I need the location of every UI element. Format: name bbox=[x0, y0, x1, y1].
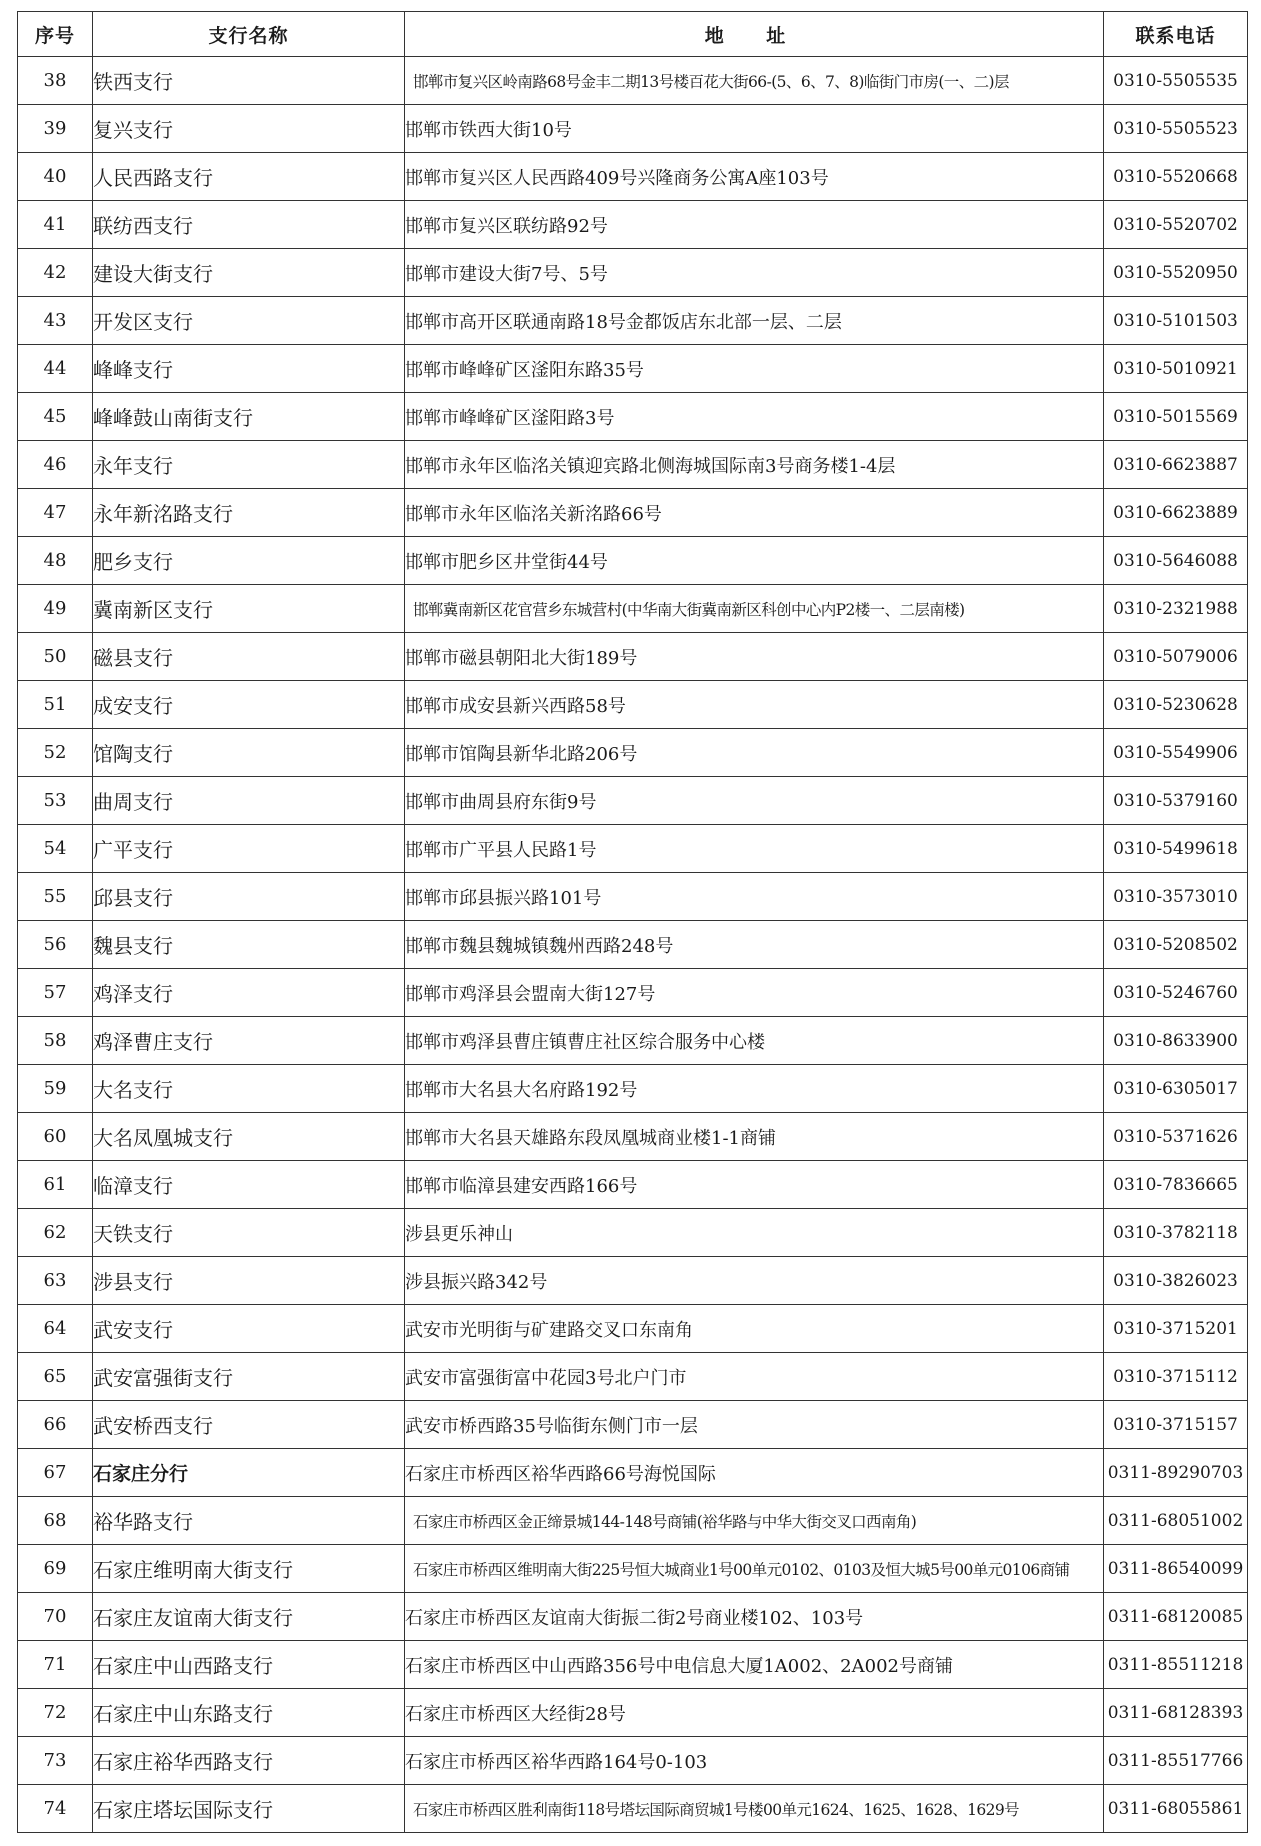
branch-phone: 0310-5499618 bbox=[1104, 825, 1248, 873]
branch-name: 石家庄裕华西路支行 bbox=[93, 1737, 405, 1785]
table-row bbox=[18, 489, 1248, 537]
row-number: 70 bbox=[18, 1593, 93, 1641]
branch-name: 馆陶支行 bbox=[93, 729, 405, 777]
branch-address: 石家庄市桥西区裕华西路164号0-103 bbox=[405, 1737, 1104, 1785]
table-row bbox=[18, 1689, 1248, 1737]
row-number: 47 bbox=[18, 489, 93, 537]
branch-phone: 0311-68128393 bbox=[1104, 1689, 1248, 1737]
branch-address: 邯郸市峰峰矿区滏阳路3号 bbox=[405, 393, 1104, 441]
row-number: 50 bbox=[18, 633, 93, 681]
branch-address: 涉县振兴路342号 bbox=[405, 1257, 1104, 1305]
header-row bbox=[18, 12, 1248, 57]
row-number: 52 bbox=[18, 729, 93, 777]
row-number: 55 bbox=[18, 873, 93, 921]
table-row bbox=[18, 105, 1248, 153]
branch-phone: 0310-6623889 bbox=[1104, 489, 1248, 537]
table-row bbox=[18, 1209, 1248, 1257]
table-row bbox=[18, 57, 1248, 105]
row-number: 62 bbox=[18, 1209, 93, 1257]
branch-name: 峰峰鼓山南街支行 bbox=[93, 393, 405, 441]
row-number: 51 bbox=[18, 681, 93, 729]
branch-phone: 0310-5505535 bbox=[1104, 57, 1248, 105]
branch-address: 石家庄市桥西区大经街28号 bbox=[405, 1689, 1104, 1737]
branch-address: 石家庄市桥西区金正缔景城144-148号商铺(裕华路与中华大街交叉口西南角) bbox=[405, 1497, 1104, 1545]
branch-name: 魏县支行 bbox=[93, 921, 405, 969]
row-number: 39 bbox=[18, 105, 93, 153]
header-name: 支行名称 bbox=[93, 12, 405, 57]
branch-address: 邯郸市临漳县建安西路166号 bbox=[405, 1161, 1104, 1209]
branch-address: 武安市桥西路35号临街东侧门市一层 bbox=[405, 1401, 1104, 1449]
row-number: 65 bbox=[18, 1353, 93, 1401]
table-row bbox=[18, 873, 1248, 921]
branch-name: 联纺西支行 bbox=[93, 201, 405, 249]
table-row bbox=[18, 153, 1248, 201]
table-row bbox=[18, 1017, 1248, 1065]
table-row bbox=[18, 729, 1248, 777]
row-number: 66 bbox=[18, 1401, 93, 1449]
branch-name: 铁西支行 bbox=[93, 57, 405, 105]
table-row bbox=[18, 1593, 1248, 1641]
table-header bbox=[18, 12, 1248, 57]
branch-address: 石家庄市桥西区胜利南街118号塔坛国际商贸城1号楼00单元1624、1625、1628、1629号 bbox=[405, 1785, 1104, 1833]
branch-name: 裕华路支行 bbox=[93, 1497, 405, 1545]
branch-phone: 0310-5101503 bbox=[1104, 297, 1248, 345]
branch-address: 邯郸市复兴区联纺路92号 bbox=[405, 201, 1104, 249]
branch-address: 邯郸市成安县新兴西路58号 bbox=[405, 681, 1104, 729]
header-address bbox=[405, 12, 1104, 57]
branch-phone: 0310-5520950 bbox=[1104, 249, 1248, 297]
table-body bbox=[18, 57, 1248, 1833]
branch-address: 邯郸市邱县振兴路101号 bbox=[405, 873, 1104, 921]
branch-name: 临漳支行 bbox=[93, 1161, 405, 1209]
row-number: 45 bbox=[18, 393, 93, 441]
table-row bbox=[18, 1257, 1248, 1305]
row-number: 64 bbox=[18, 1305, 93, 1353]
branch-address: 邯郸市复兴区人民西路409号兴隆商务公寓A座103号 bbox=[405, 153, 1104, 201]
branch-name: 成安支行 bbox=[93, 681, 405, 729]
row-number: 48 bbox=[18, 537, 93, 585]
branch-address: 邯郸市魏县魏城镇魏州西路248号 bbox=[405, 921, 1104, 969]
branch-name: 峰峰支行 bbox=[93, 345, 405, 393]
branch-address: 武安市富强街富中花园3号北户门市 bbox=[405, 1353, 1104, 1401]
branch-phone: 0311-68051002 bbox=[1104, 1497, 1248, 1545]
table-row bbox=[18, 633, 1248, 681]
branch-phone: 0310-5371626 bbox=[1104, 1113, 1248, 1161]
table-row bbox=[18, 1065, 1248, 1113]
row-number: 72 bbox=[18, 1689, 93, 1737]
branch-name: 磁县支行 bbox=[93, 633, 405, 681]
branch-phone: 0311-85517766 bbox=[1104, 1737, 1248, 1785]
row-number: 67 bbox=[18, 1449, 93, 1497]
branch-address: 邯郸市广平县人民路1号 bbox=[405, 825, 1104, 873]
branch-name: 邱县支行 bbox=[93, 873, 405, 921]
branch-name: 鸡泽支行 bbox=[93, 969, 405, 1017]
branch-phone: 0310-3573010 bbox=[1104, 873, 1248, 921]
row-number: 56 bbox=[18, 921, 93, 969]
branch-address: 邯郸市鸡泽县会盟南大街127号 bbox=[405, 969, 1104, 1017]
branch-phone: 0310-5230628 bbox=[1104, 681, 1248, 729]
branch-address: 邯郸市永年区临洺关新洺路66号 bbox=[405, 489, 1104, 537]
branch-phone: 0310-3782118 bbox=[1104, 1209, 1248, 1257]
branch-phone: 0310-3715112 bbox=[1104, 1353, 1248, 1401]
branch-name: 石家庄分行 bbox=[93, 1449, 405, 1497]
branch-phone: 0311-68120085 bbox=[1104, 1593, 1248, 1641]
branch-address: 邯郸市肥乡区井堂街44号 bbox=[405, 537, 1104, 585]
branch-phone: 0310-5208502 bbox=[1104, 921, 1248, 969]
branch-name: 永年新洺路支行 bbox=[93, 489, 405, 537]
branch-phone: 0310-8633900 bbox=[1104, 1017, 1248, 1065]
branch-name: 石家庄塔坛国际支行 bbox=[93, 1785, 405, 1833]
branch-table bbox=[17, 11, 1248, 1833]
branch-address: 邯郸市鸡泽县曹庄镇曹庄社区综合服务中心楼 bbox=[405, 1017, 1104, 1065]
branch-name: 永年支行 bbox=[93, 441, 405, 489]
table-row bbox=[18, 1641, 1248, 1689]
table-row bbox=[18, 297, 1248, 345]
branch-address: 石家庄市桥西区中山西路356号中电信息大厦1A002、2A002号商铺 bbox=[405, 1641, 1104, 1689]
table-row bbox=[18, 1785, 1248, 1833]
header-no: 序号 bbox=[18, 12, 93, 57]
table-row bbox=[18, 537, 1248, 585]
row-number: 54 bbox=[18, 825, 93, 873]
branch-phone: 0310-3826023 bbox=[1104, 1257, 1248, 1305]
branch-name: 肥乡支行 bbox=[93, 537, 405, 585]
table-row bbox=[18, 345, 1248, 393]
branch-name: 石家庄中山西路支行 bbox=[93, 1641, 405, 1689]
table-row bbox=[18, 1545, 1248, 1593]
table-row bbox=[18, 681, 1248, 729]
table-row bbox=[18, 1737, 1248, 1785]
row-number: 44 bbox=[18, 345, 93, 393]
branch-name: 大名支行 bbox=[93, 1065, 405, 1113]
branch-name: 石家庄友谊南大街支行 bbox=[93, 1593, 405, 1641]
table-row bbox=[18, 1305, 1248, 1353]
row-number: 58 bbox=[18, 1017, 93, 1065]
branch-name: 广平支行 bbox=[93, 825, 405, 873]
table-row bbox=[18, 201, 1248, 249]
branch-address: 邯郸冀南新区花官营乡东城营村(中华南大街冀南新区科创中心内P2楼一、二层南楼) bbox=[405, 585, 1104, 633]
table-row bbox=[18, 441, 1248, 489]
row-number: 73 bbox=[18, 1737, 93, 1785]
table-row bbox=[18, 1401, 1248, 1449]
branch-address: 邯郸市馆陶县新华北路206号 bbox=[405, 729, 1104, 777]
branch-name: 鸡泽曹庄支行 bbox=[93, 1017, 405, 1065]
row-number: 53 bbox=[18, 777, 93, 825]
branch-phone: 0310-5520702 bbox=[1104, 201, 1248, 249]
header-phone: 联系电话 bbox=[1104, 12, 1248, 57]
branch-address: 涉县更乐神山 bbox=[405, 1209, 1104, 1257]
branch-address: 石家庄市桥西区维明南大街225号恒大城商业1号00单元0102、0103及恒大城5号00单元0106商铺 bbox=[405, 1545, 1104, 1593]
branch-name: 石家庄维明南大街支行 bbox=[93, 1545, 405, 1593]
row-number: 68 bbox=[18, 1497, 93, 1545]
branch-phone: 0310-7836665 bbox=[1104, 1161, 1248, 1209]
row-number: 49 bbox=[18, 585, 93, 633]
row-number: 46 bbox=[18, 441, 93, 489]
table-row bbox=[18, 1161, 1248, 1209]
row-number: 41 bbox=[18, 201, 93, 249]
branch-address: 邯郸市复兴区岭南路68号金丰二期13号楼百花大街66-(5、6、7、8)临街门市房(一、二)层 bbox=[405, 57, 1104, 105]
branch-name: 武安支行 bbox=[93, 1305, 405, 1353]
table-row bbox=[18, 1353, 1248, 1401]
table-row bbox=[18, 1449, 1248, 1497]
branch-phone: 0311-68055861 bbox=[1104, 1785, 1248, 1833]
branch-phone: 0310-5520668 bbox=[1104, 153, 1248, 201]
row-number: 71 bbox=[18, 1641, 93, 1689]
branch-address: 邯郸市曲周县府东街9号 bbox=[405, 777, 1104, 825]
row-number: 42 bbox=[18, 249, 93, 297]
branch-name: 涉县支行 bbox=[93, 1257, 405, 1305]
branch-name: 建设大街支行 bbox=[93, 249, 405, 297]
branch-address: 石家庄市桥西区裕华西路66号海悦国际 bbox=[405, 1449, 1104, 1497]
row-number: 40 bbox=[18, 153, 93, 201]
branch-phone: 0310-3715201 bbox=[1104, 1305, 1248, 1353]
header-address-label: 地 址 bbox=[704, 24, 804, 47]
branch-name: 石家庄中山东路支行 bbox=[93, 1689, 405, 1737]
branch-phone: 0310-5010921 bbox=[1104, 345, 1248, 393]
table-row bbox=[18, 921, 1248, 969]
branch-phone: 0311-86540099 bbox=[1104, 1545, 1248, 1593]
branch-address: 邯郸市建设大街7号、5号 bbox=[405, 249, 1104, 297]
branch-address: 邯郸市高开区联通南路18号金都饭店东北部一层、二层 bbox=[405, 297, 1104, 345]
branch-phone: 0310-5246760 bbox=[1104, 969, 1248, 1017]
table-row bbox=[18, 249, 1248, 297]
row-number: 69 bbox=[18, 1545, 93, 1593]
branch-phone: 0310-5646088 bbox=[1104, 537, 1248, 585]
branch-name: 人民西路支行 bbox=[93, 153, 405, 201]
branch-name: 武安富强街支行 bbox=[93, 1353, 405, 1401]
branch-name: 冀南新区支行 bbox=[93, 585, 405, 633]
row-number: 38 bbox=[18, 57, 93, 105]
branch-phone: 0310-5549906 bbox=[1104, 729, 1248, 777]
row-number: 59 bbox=[18, 1065, 93, 1113]
branch-phone: 0310-2321988 bbox=[1104, 585, 1248, 633]
branch-name: 武安桥西支行 bbox=[93, 1401, 405, 1449]
branch-phone: 0311-89290703 bbox=[1104, 1449, 1248, 1497]
table-row bbox=[18, 969, 1248, 1017]
table-row bbox=[18, 585, 1248, 633]
branch-phone: 0310-5079006 bbox=[1104, 633, 1248, 681]
table-row bbox=[18, 1113, 1248, 1161]
branch-phone: 0310-5379160 bbox=[1104, 777, 1248, 825]
row-number: 60 bbox=[18, 1113, 93, 1161]
row-number: 74 bbox=[18, 1785, 93, 1833]
branch-phone: 0311-85511218 bbox=[1104, 1641, 1248, 1689]
branch-address: 武安市光明街与矿建路交叉口东南角 bbox=[405, 1305, 1104, 1353]
branch-phone: 0310-6623887 bbox=[1104, 441, 1248, 489]
table-row bbox=[18, 825, 1248, 873]
branch-name: 开发区支行 bbox=[93, 297, 405, 345]
branch-phone: 0310-5015569 bbox=[1104, 393, 1248, 441]
branch-phone: 0310-6305017 bbox=[1104, 1065, 1248, 1113]
branch-address: 邯郸市磁县朝阳北大街189号 bbox=[405, 633, 1104, 681]
branch-name: 天铁支行 bbox=[93, 1209, 405, 1257]
table-row bbox=[18, 1497, 1248, 1545]
branch-address: 邯郸市大名县大名府路192号 bbox=[405, 1065, 1104, 1113]
branch-phone: 0310-5505523 bbox=[1104, 105, 1248, 153]
row-number: 61 bbox=[18, 1161, 93, 1209]
branch-phone: 0310-3715157 bbox=[1104, 1401, 1248, 1449]
row-number: 57 bbox=[18, 969, 93, 1017]
branch-name: 大名凤凰城支行 bbox=[93, 1113, 405, 1161]
branch-address: 邯郸市永年区临洺关镇迎宾路北侧海城国际南3号商务楼1-4层 bbox=[405, 441, 1104, 489]
row-number: 63 bbox=[18, 1257, 93, 1305]
branch-name: 复兴支行 bbox=[93, 105, 405, 153]
branch-address: 邯郸市峰峰矿区滏阳东路35号 bbox=[405, 345, 1104, 393]
table-row bbox=[18, 393, 1248, 441]
branch-address: 石家庄市桥西区友谊南大街振二街2号商业楼102、103号 bbox=[405, 1593, 1104, 1641]
table-row bbox=[18, 777, 1248, 825]
branch-address: 邯郸市大名县天雄路东段凤凰城商业楼1-1商铺 bbox=[405, 1113, 1104, 1161]
row-number: 43 bbox=[18, 297, 93, 345]
branch-name: 曲周支行 bbox=[93, 777, 405, 825]
branch-address: 邯郸市铁西大街10号 bbox=[405, 105, 1104, 153]
